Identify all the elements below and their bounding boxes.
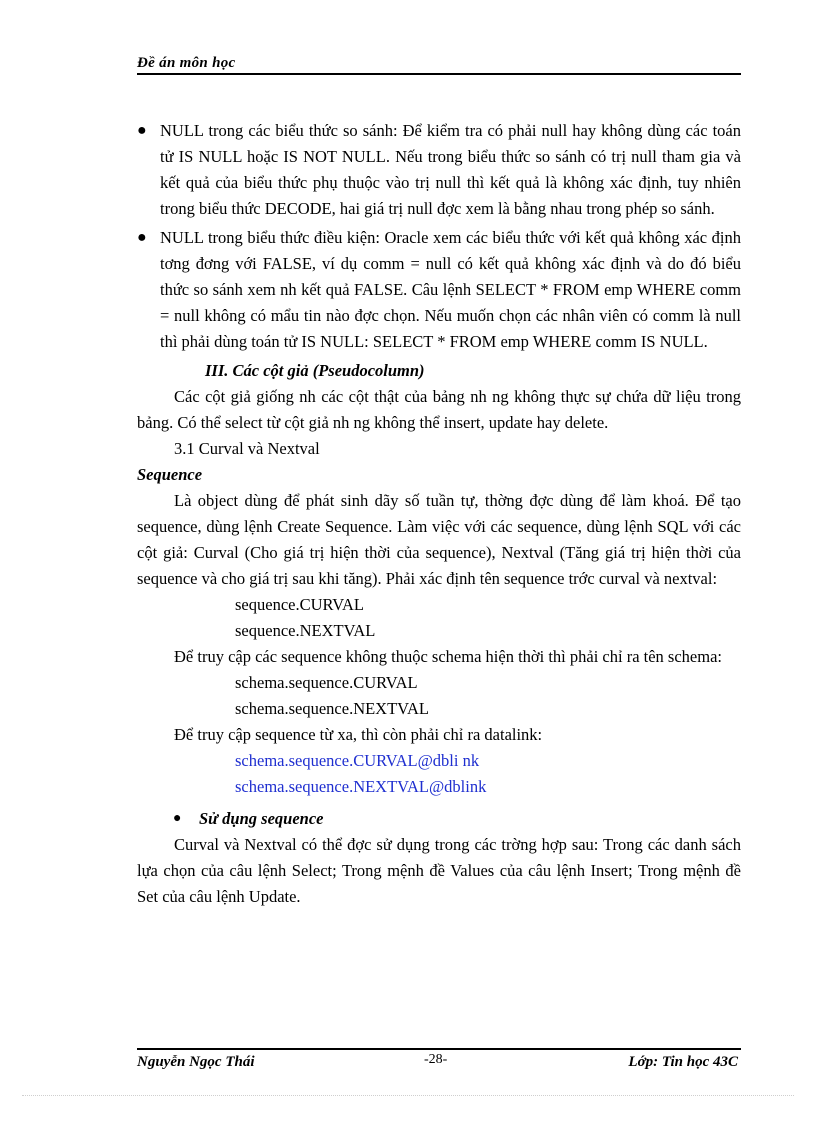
page-number: -28- xyxy=(424,1052,448,1067)
page-body xyxy=(137,118,741,910)
sequence-paragraph: Là object dùng để phát sinh dãy số tuần tự, thờng đợc dùng để làm khoá. Để tạo sequence, dùng lệnh Create Sequence. Làm việc với các sequence, dùng lệnh SQL với các cột giả: Curval (Cho giá trị hiện thời của sequence), Nextval (Tăng giá trị hiện thời của sequence và cho giá trị sau khi tăng). Phải xác định tên sequence trớc curval và nextval: xyxy=(137,491,741,588)
bullet-text: NULL trong các biểu thức so sánh: Để kiểm tra có phải null hay không dùng các toán tử IS NULL hoặc IS NOT NULL. Nếu trong biểu thức so sánh có trị null tham gia và kết quả của biểu thức phụ thuộc vào trị null thì kết quả là không xác định, tuy nhiên trong biểu thức DECODE, hai giá trị null đợc xem là bằng nhau trong phép so sánh. xyxy=(160,121,741,218)
footer-author: Nguyễn Ngọc Thái xyxy=(137,1054,255,1070)
footer-class: Lớp: Tin học 43C xyxy=(628,1054,738,1070)
bullet-text: NULL trong biểu thức điều kiện: Oracle xem các biểu thức với kết quả không xác định tơng đơng với FALSE, ví dụ comm = null có kết quả không xác định và do đó biểu thức so sánh xem nh kết quả FALSE. Câu lệnh SELECT * FROM emp WHERE comm = null không có mẩu tin nào đợc chọn. Nếu muốn chọn các nhân viên có comm là null thì phải dùng toán tử IS NULL: SELECT * FROM emp WHERE comm IS NULL. xyxy=(160,228,741,351)
usage-paragraph: Curval và Nextval có thể đợc sử dụng trong các trờng hợp sau: Trong các danh sách lựa chọn của câu lệnh Select; Trong mệnh đề Values của câu lệnh Insert; Trong mệnh đề Set của câu lệnh Update. xyxy=(137,835,741,906)
bullet-null-comparison xyxy=(137,118,741,222)
code-link-line: schema.sequence.CURVAL@dbli nk xyxy=(235,751,480,770)
code-line: schema.sequence.CURVAL xyxy=(235,673,418,692)
header-rule xyxy=(137,73,741,75)
bullet-icon: ● xyxy=(173,811,182,826)
code-link-line: schema.sequence.NEXTVAL@dblink xyxy=(235,777,487,796)
code-line: sequence.NEXTVAL xyxy=(235,621,376,640)
bullet-icon: ● xyxy=(137,122,147,139)
page-edge-divider xyxy=(22,1095,794,1096)
remote-paragraph: Để truy cập sequence từ xa, thì còn phải chỉ ra datalink: xyxy=(174,725,543,744)
usage-bullet xyxy=(137,806,741,832)
sequence-label: Sequence xyxy=(137,465,203,484)
header-title: Đề án môn học xyxy=(137,55,236,71)
usage-label: Sử dụng sequence xyxy=(199,809,324,828)
code-line: sequence.CURVAL xyxy=(235,595,364,614)
subsection-heading: 3.1 Curval và Nextval xyxy=(174,439,320,458)
section-heading: III. Các cột giả (Pseudocolumn) xyxy=(205,361,425,380)
section-intro: Các cột giả giống nh các cột thật của bảng nh ng không thực sự chứa dữ liệu trong bảng. Có thể select từ cột giả nh ng không thể insert, update hay delete. xyxy=(137,387,741,432)
schema-paragraph: Để truy cập các sequence không thuộc schema hiện thời thì phải chỉ ra tên schema: xyxy=(174,647,722,666)
code-line: schema.sequence.NEXTVAL xyxy=(235,699,429,718)
bullet-null-condition xyxy=(137,225,741,355)
bullet-icon: ● xyxy=(137,229,147,246)
footer-rule xyxy=(137,1048,741,1050)
